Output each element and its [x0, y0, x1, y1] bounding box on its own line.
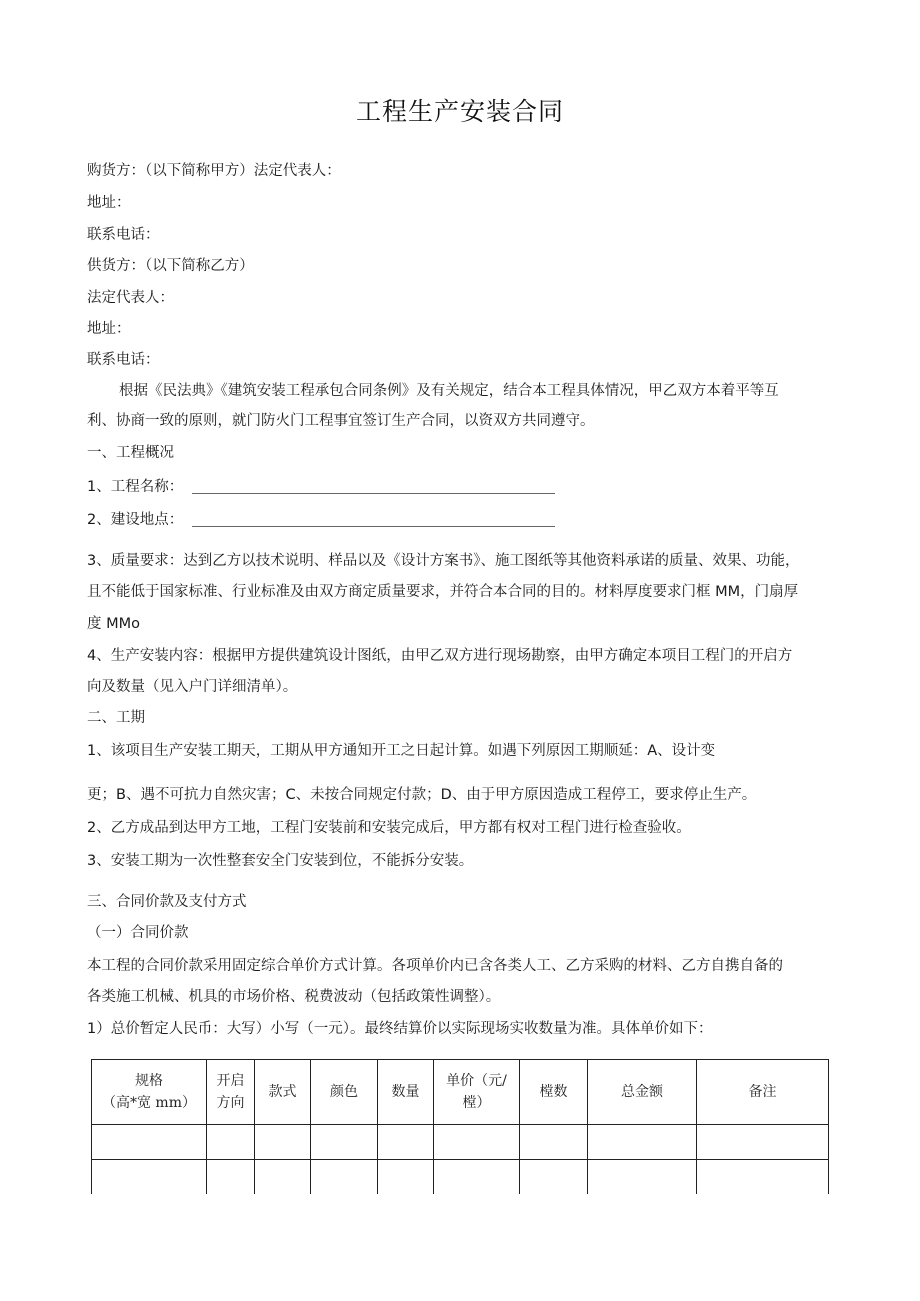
quality-line: 度 MMo — [87, 616, 141, 632]
content-line: 4、生产安装内容：根据甲方提供建筑设计图纸，由甲乙双方进行现场勘察，由甲方确定本项目工程门的开启方 — [87, 648, 793, 664]
period-item-1a: 1、该项目生产安装工期天，工期从甲方通知开工之日起计算。如遇下列原因工期顺延：A、设计变 — [87, 743, 716, 759]
table-row — [92, 1125, 829, 1160]
header-style: 款式 — [255, 1060, 311, 1125]
section3-sub1: （一）合同价款 — [87, 925, 189, 941]
header-remarks: 备注 — [697, 1060, 829, 1125]
quality-line: 且不能低于国家标准、行业标准及由双方商定质量要求，并符合本合同的目的。材料厚度要求门框 MM，门扇厚 — [87, 584, 799, 600]
preamble-line: 根据《民法典》《建筑安装工程承包合同条例》及有关规定，结合本工程具体情况，甲乙双方本着平等互 — [119, 383, 779, 399]
preamble-line: 利、协商一致的原则，就门防火门工程事宜签订生产合同，以资双方共同遵守。 — [87, 413, 595, 429]
price-para-line: 本工程的合同价款采用固定综合单价方式计算。各项单价内已含各类人工、乙方采购的材料、乙方自携自备的 — [87, 958, 783, 974]
period-item-1b: 更；B、遇不可抗力自然灾害；C、未按合同规定付款；D、由于甲方原因造成工程停工，要求停止生产。 — [87, 787, 757, 803]
project-site-underline — [192, 526, 555, 527]
quality-line: 3、质量要求：达到乙方以技术说明、样品以及《设计方案书》、施工图纸等其他资料承诺的质量、效果、功能， — [87, 553, 800, 569]
seller-rep: 法定代表人： — [87, 290, 174, 306]
content-line: 向及数量（见入户门详细清单）。 — [87, 679, 298, 695]
header-total-amount: 总金额 — [588, 1060, 697, 1125]
buyer-line: 购货方：（以下简称甲方）法定代表人： — [87, 163, 341, 179]
table-row — [92, 1160, 829, 1195]
total-price-line: 1）总价暂定人民币：大写）小写（一元）。最终结算价以实际现场实收数量为准。具体单价如下： — [87, 1021, 713, 1037]
project-site-label: 2、建设地点： — [87, 512, 184, 528]
period-item-2: 2、乙方成品到达甲方工地，工程门安装前和安装完成后，甲方都有权对工程门进行检查验收。 — [87, 820, 691, 836]
header-unit-price: 单价（元/ 樘） — [434, 1060, 520, 1125]
header-color: 颜色 — [311, 1060, 378, 1125]
unit-price-table — [91, 1059, 829, 1194]
price-para-line: 各类施工机械、机具的市场价格、税费波动（包括政策性调整）。 — [87, 989, 501, 1005]
section3-heading: 三、合同价款及支付方式 — [87, 894, 247, 910]
table-header-row — [92, 1060, 829, 1125]
project-name-label: 1、工程名称： — [87, 479, 184, 495]
header-opening-direction: 开启 方向 — [207, 1060, 255, 1125]
period-item-3: 3、安装工期为一次性整套安全门安装到位，不能拆分安装。 — [87, 853, 474, 869]
header-quantity: 数量 — [378, 1060, 434, 1125]
section2-heading: 二、工期 — [87, 710, 145, 726]
seller-phone: 联系电话： — [87, 352, 160, 368]
project-name-underline — [192, 493, 555, 494]
section1-heading: 一、工程概况 — [87, 445, 174, 461]
buyer-address: 地址： — [87, 195, 131, 211]
buyer-phone: 联系电话： — [87, 227, 160, 243]
header-spec: 规格 （高*宽 mm） — [92, 1060, 207, 1125]
seller-address: 地址： — [87, 321, 131, 337]
header-door-count: 樘数 — [520, 1060, 588, 1125]
page-title: 工程生产安装合同 — [355, 97, 564, 126]
seller-line: 供货方：（以下简称乙方） — [87, 258, 254, 274]
